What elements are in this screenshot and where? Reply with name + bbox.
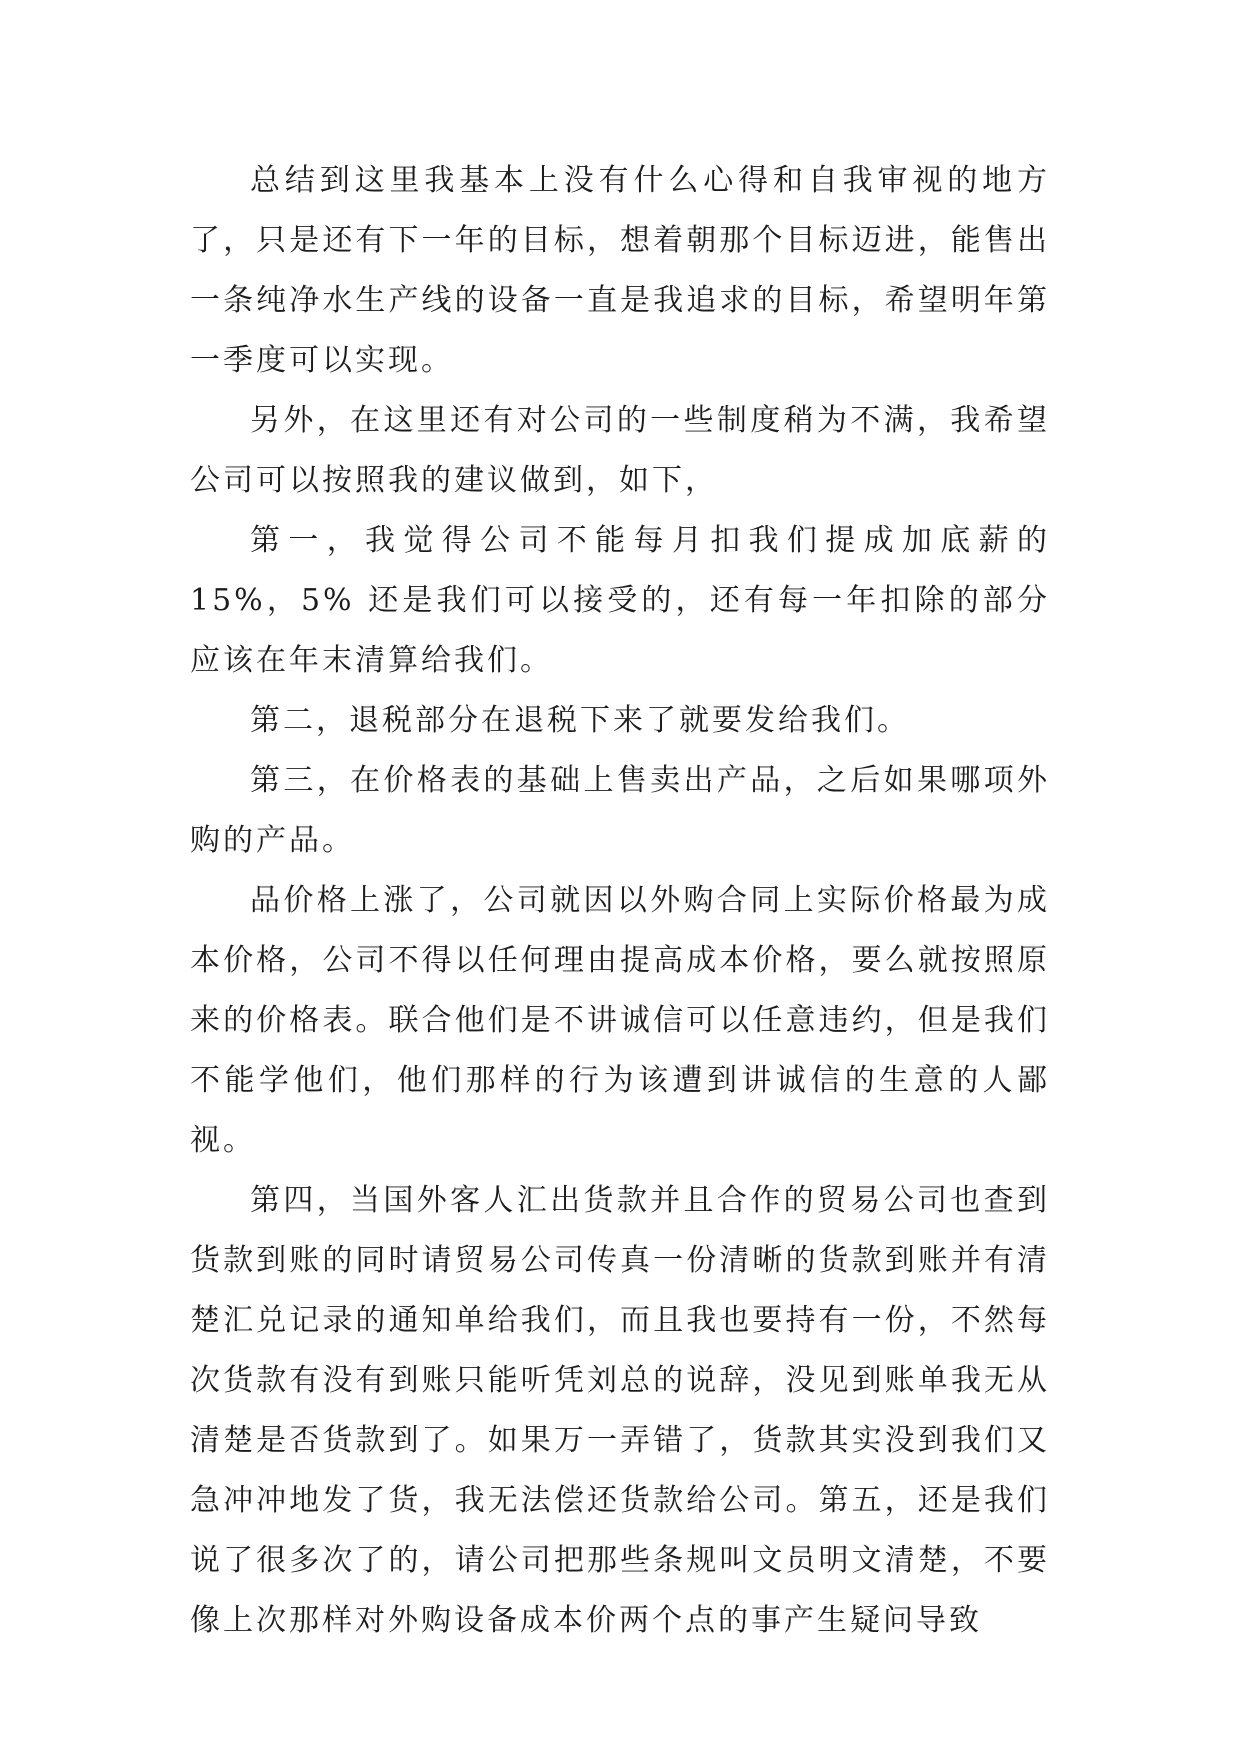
document-body bbox=[190, 151, 1050, 1651]
paragraph-summary: 总结到这里我基本上没有什么心得和自我审视的地方了，只是还有下一年的目标，想着朝那个目标迈进，能售出一条纯净水生产线的设备一直是我追求的目标，希望明年第一季度可以实现。 bbox=[190, 163, 1050, 378]
paragraph-point-two: 第二，退税部分在退税下来了就要发给我们。 bbox=[250, 703, 910, 738]
paragraph-price-rise: 品价格上涨了，公司就因以外购合同上实际价格最为成本价格，公司不得以任何理由提高成本价格，要么就按照原来的价格表。联合他们是不讲诚信可以任意违约，但是我们不能学他们，他们那样的行为该遭到讲诚信的生意的人鄙视。 bbox=[190, 883, 1050, 1158]
paragraph-suggestions-intro: 另外，在这里还有对公司的一些制度稍为不满，我希望公司可以按照我的建议做到，如下， bbox=[190, 403, 1050, 498]
paragraph-point-four: 第四，当国外客人汇出货款并且合作的贸易公司也查到货款到账的同时请贸易公司传真一份清晰的货款到账并有清楚汇兑记录的通知单给我们，而且我也要持有一份，不然每次货款有没有到账只能听凭刘总的说辞，没见到账单我无从清楚是否货款到了。如果万一弄错了，货款其实没到我们又急冲冲地发了货，我无法偿还货款给公司。第五，还是我们说了很多次了的，请公司把那些条规叫文员明文清楚，不要像上次那样对外购设备成本价两个点的事产生疑问导致 bbox=[190, 1183, 1050, 1638]
paragraph-point-one: 第一，我觉得公司不能每月扣我们提成加底薪的 15%，5% 还是我们可以接受的，还有每一年扣除的部分应该在年末清算给我们。 bbox=[190, 523, 1050, 678]
paragraph-point-three: 第三，在价格表的基础上售卖出产品，之后如果哪项外购的产品。 bbox=[190, 763, 1050, 858]
